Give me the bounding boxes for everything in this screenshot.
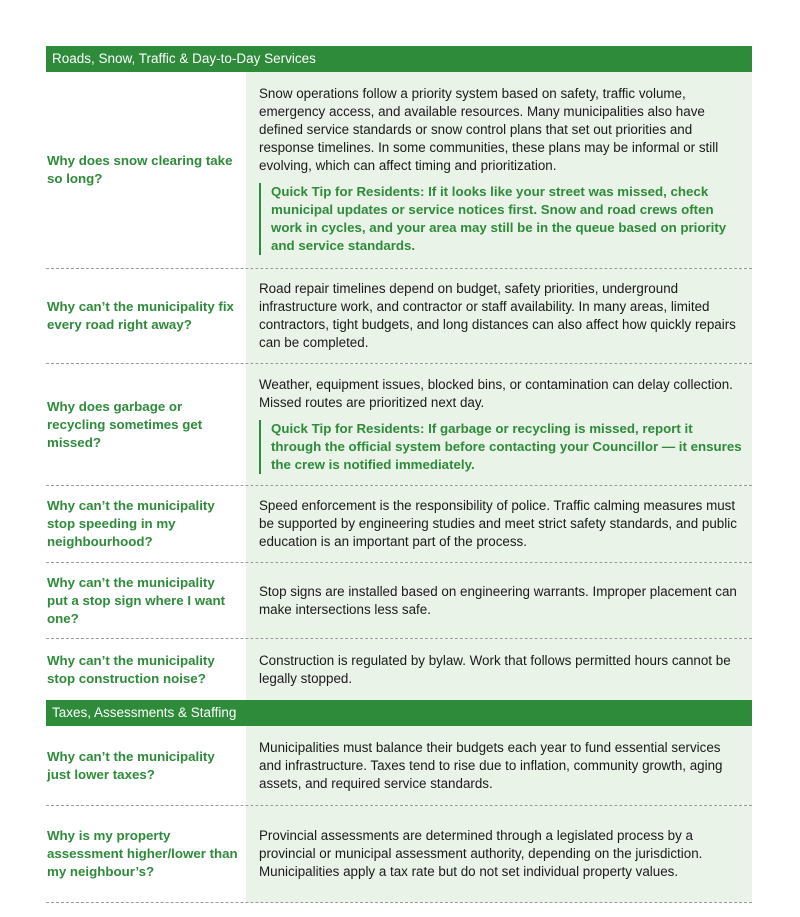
faq-answer: Stop signs are installed based on engineering warrants. Improper placement can make intersections less safe. (259, 583, 737, 617)
faq-question: Why does garbage or recycling sometimes get missed? (47, 398, 203, 450)
section-header-roads: Roads, Snow, Traffic & Day-to-Day Services (46, 46, 752, 72)
faq-answer-cell (246, 806, 752, 902)
faq-row-taxes (46, 726, 752, 806)
faq-answer-cell (246, 364, 752, 485)
faq-answer-cell (246, 563, 752, 638)
faq-question: Why can’t the municipality put a stop sign where I want one? (47, 574, 226, 626)
quick-tip: Quick Tip for Residents: If garbage or recycling is missed, report it through the official system before contacting your Councillor — it ensures the crew is notified immediately. (259, 420, 746, 474)
faq-answer-cell (246, 269, 752, 363)
faq-row-snow (46, 72, 752, 269)
faq-question: Why can’t the municipality stop construction noise? (47, 652, 215, 686)
faq-question: Why can’t the municipality fix every road right away? (47, 299, 234, 332)
faq-answer: Municipalities must balance their budgets each year to fund essential services and infrastructure. Taxes tend to rise due to inflation, community growth, aging assets, and required service standards. (259, 739, 723, 791)
section-header-taxes: Taxes, Assessments & Staffing (46, 700, 752, 726)
faq-question: Why can’t the municipality stop speeding in my neighbourhood? (47, 498, 215, 549)
faq-answer: Snow operations follow a priority system based on safety, traffic volume, emergency access, and available resources. Many municipalities also have defined service standards or snow control plans that set out priorities and response timelines. In some communities, these plans may be informal or still evolving, which can affect timing and prioritization. (259, 86, 719, 173)
faq-row-garbage (46, 364, 752, 486)
faq-question: Why does snow clearing take so long? (47, 153, 233, 186)
faq-question: Why can’t the municipality just lower taxes? (47, 748, 215, 782)
faq-row-assessment (46, 806, 752, 903)
faq-answer: Weather, equipment issues, blocked bins, or contamination can delay collection. Missed routes are prioritized next day. (259, 376, 733, 410)
faq-row-roads (46, 269, 752, 364)
quick-tip: Quick Tip for Residents: If it looks like your street was missed, check municipal updates or service notices first. Snow and road crews often work in cycles, and your area may still be in the queue based on priority and service standards. (259, 183, 746, 255)
faq-row-construction (46, 639, 752, 700)
faq-answer-cell (246, 486, 752, 562)
faq-answer-cell (246, 639, 752, 700)
faq-answer: Speed enforcement is the responsibility of police. Traffic calming measures must be supported by engineering studies and meet strict safety standards, and public education is an important part of the process. (259, 498, 737, 549)
faq-answer: Provincial assessments are determined through a legislated process by a provincial or municipal assessment authority, depending on the jurisdiction. Municipalities apply a tax rate but do not set individual property values. (259, 828, 703, 879)
faq-row-speeding (46, 486, 752, 563)
faq-answer: Road repair timelines depend on budget, safety priorities, underground infrastructure work, and contractor or staff availability. In many areas, limited contractors, tight budgets, and long distances can also affect how quickly repairs can be completed. (259, 281, 736, 350)
faq-table (46, 46, 752, 903)
faq-answer: Construction is regulated by bylaw. Work that follows permitted hours cannot be legally stopped. (259, 652, 731, 686)
faq-row-stop-sign (46, 563, 752, 639)
faq-question: Why is my property assessment higher/lower than my neighbour’s? (47, 828, 238, 879)
faq-answer-cell (246, 726, 752, 805)
faq-answer-cell (246, 72, 752, 268)
